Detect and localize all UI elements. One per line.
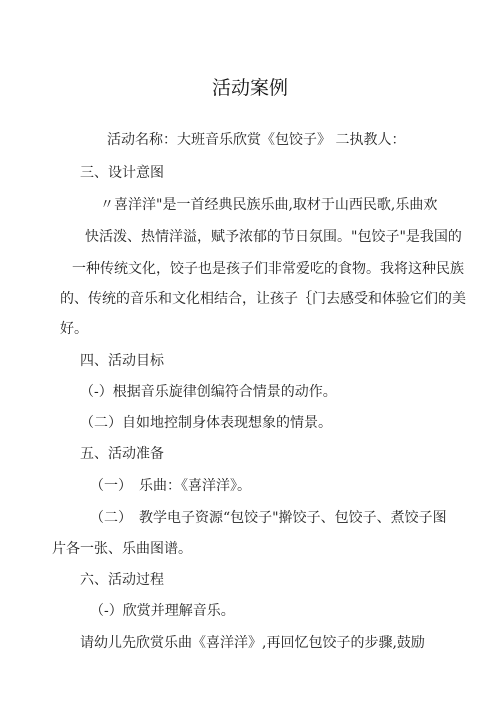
goal-item: （-）根据音乐旋律创编符合情景的动作。 xyxy=(80,384,337,400)
section-heading-process: 六、活动过程 xyxy=(80,572,164,588)
process-item: （-）欣赏并理解音乐。 xyxy=(90,603,235,619)
section-heading-preparation: 五、活动准备 xyxy=(80,446,164,462)
activity-name-line: 活动名称：大班音乐欣赏《包饺子》 二执教人： xyxy=(107,132,406,148)
goal-item: （二）自如地控制身体表现想象的情景。 xyxy=(80,415,332,431)
process-paragraph-line: 请幼儿先欣赏乐曲《喜洋洋》,再回忆包饺子的步骤,鼓励 xyxy=(80,635,425,651)
prep-item: （一） 乐曲：《喜洋洋》。 xyxy=(90,478,251,494)
intent-paragraph-line: 好。 xyxy=(60,321,88,337)
page-title: 活动案例 xyxy=(211,77,288,99)
section-heading-design-intent: 三、设计意图 xyxy=(80,165,164,181)
section-heading-goals: 四、活动目标 xyxy=(80,353,164,369)
intent-paragraph-line: 快活泼、热情洋溢，赋予浓郁的节日氛围。"包饺子"是我国的 xyxy=(85,229,462,245)
prep-item-continuation: 片各一张、乐曲图谱。 xyxy=(52,541,192,557)
intent-paragraph-line: 的、传统的音乐和文化相结合，让孩子｛门去感受和体验它们的美 xyxy=(60,291,466,307)
intent-paragraph-line: 〃喜洋洋"是一首经典民族乐曲,取材于山西民歌,乐曲欢 xyxy=(100,197,438,213)
intent-paragraph-line: 一种传统文化，饺子也是孩子们非常爱吃的食物。我将这种民族 xyxy=(72,261,464,277)
prep-item: （二） 教学电子资源“包饺子"擀饺子、包饺子、煮饺子图 xyxy=(90,510,447,526)
